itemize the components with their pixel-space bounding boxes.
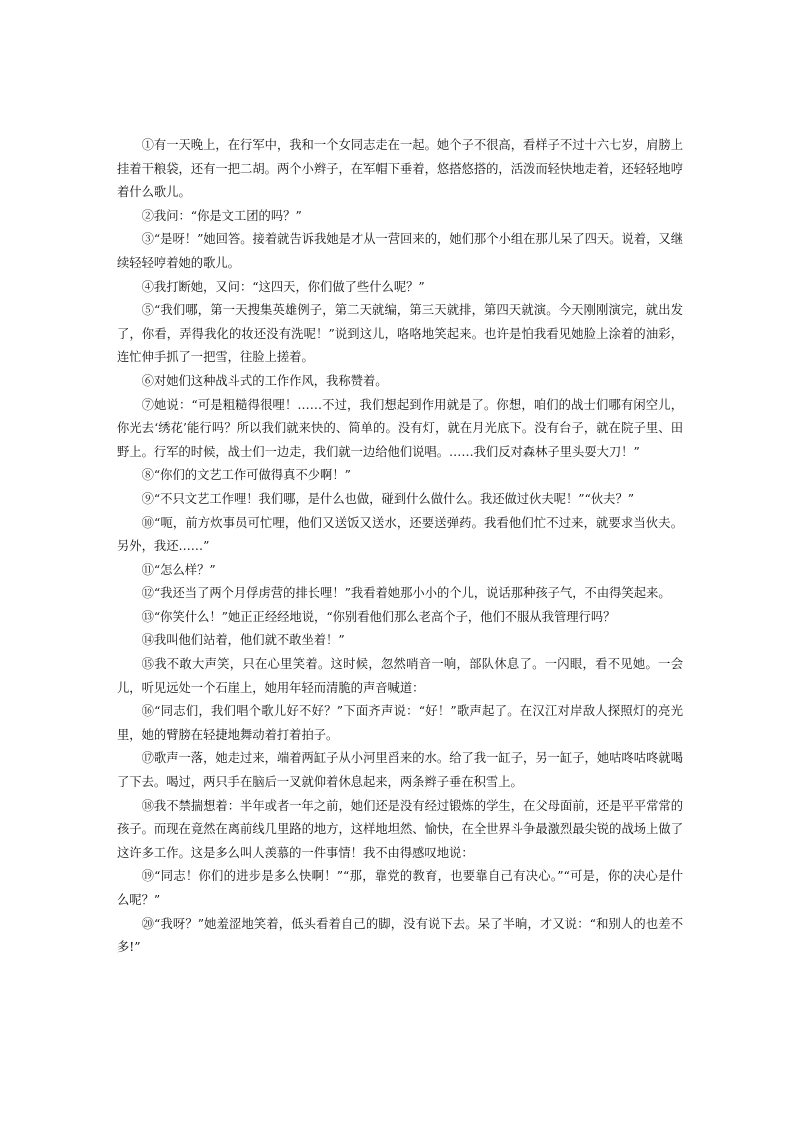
paragraph-16: ⑯“同志们，我们唱个歌儿好不好？”下面齐声说：“好！”歌声起了。在汉江对岸敌人探照灯的亮光里，她的臂膀在轻捷地舞动着打着拍子。 <box>117 704 683 742</box>
paragraph-5: ⑤“我们哪，第一天搜集英雄例子，第二天就编，第三天就排，第四天就演。今天刚刚演完，就出发了，你看，弄得我化的妆还没有洗呢！”说到这儿，咯咯地笑起来。也许是怕我看见她脸上涂着的油彩，连忙伸手抓了一把雪，往脸上搓着。 <box>117 303 683 365</box>
paragraph-20: ⑳“我呀？”她羞涩地笑着，低头看着自己的脚，没有说下去。呆了半晌，才又说：“和别人的也差不多!” <box>117 916 683 955</box>
paragraph-19: ⑲“同志！你们的进步是多么快啊！”“那，靠党的教育，也要靠自己有决心。”“可是，你的决心是什么呢？” <box>117 869 683 907</box>
document-page <box>117 134 683 960</box>
paragraph-9: ⑨“不只文艺工作哩！我们哪，是什么也做，碰到什么做什么。我还做过伙夫呢！”“伙夫？” <box>141 491 635 506</box>
paragraph-14: ⑭我叫他们站着，他们就不敢坐着！” <box>141 633 345 648</box>
paragraph-10: ⑩“呃，前方炊事员可忙哩，他们又送饭又送水，还要送弹药。我看他们忙不过来，就要求当伙夫。另外，我还……” <box>117 515 683 554</box>
paragraph-3: ③“是呀！”她回答。接着就告诉我她是才从一营回来的，她们那个小组在那儿呆了四天。说着，又继续轻轻哼着她的歌儿。 <box>117 232 683 270</box>
paragraph-12: ⑫“我还当了两个月俘虏营的排长哩！”我看着她那小小的个儿，说话那种孩子气，不由得笑起来。 <box>141 586 671 601</box>
paragraph-6: ⑥对她们这种战斗式的工作作风，我称赞着。 <box>141 373 388 388</box>
paragraph-17: ⑰歌声一落，她走过来，端着两缸子从小河里舀来的水。给了我一缸子，另一缸子，她咕咚咕咚就喝了下去。喝过，两只手在脑后一叉就仰着休息起来，两条辫子垂在积雪上。 <box>117 751 683 790</box>
paragraph-15: ⑮我不敢大声笑，只在心里笑着。这时候，忽然哨音一响，部队休息了。一闪眼，看不见她。一会儿，听见远处一个石崖上，她用年轻而清脆的声音喊道： <box>117 657 683 695</box>
paragraph-7: ⑦她说：“可是粗糙得很哩！……不过，我们想起到作用就是了。你想，咱们的战士们哪有闲空儿，你光去‘绣花’能行吗？所以我们就来快的、简单的。没有灯，就在月光底下。没有台子，就在院子里、田野上。行军的时候，战士们一边走，我们就一边给他们说唱。……我们反对森林子里头耍大刀！” <box>117 397 683 459</box>
paragraph-4: ④我打断她，又问：“这四天，你们做了些什么呢？” <box>141 279 425 294</box>
paragraph-18: ⑱我不禁揣想着：半年或者一年之前，她们还是没有经过锻炼的学生，在父母面前，还是平平常常的孩子。而现在竟然在离前线几里路的地方，这样地坦然、愉快，在全世界斗争最激烈最尖锐的战场上做了这许多工作。这是多么叫人羡慕的一件事情！我不由得感叹地说： <box>117 798 683 860</box>
paragraph-1: ①有一天晚上，在行军中，我和一个女同志走在一起。她个子不很高，看样子不过十六七岁，肩膀上挂着干粮袋，还有一把二胡。两个小辫子，在军帽下垂着，悠搭悠搭的，活泼而轻快地走着，还轻轻地哼着什么歌儿。 <box>117 138 683 200</box>
paragraph-8: ⑧“你们的文艺工作可做得真不少啊！” <box>141 468 351 483</box>
paragraph-11: ⑪“怎么样？” <box>141 562 216 577</box>
paragraph-2: ②我问：“你是文工团的吗？” <box>141 208 302 223</box>
paragraph-13: ⑬“你笑什么！”她正正经经地说，“你别看他们那么老高个子，他们不服从我管理行吗？ <box>141 609 616 624</box>
